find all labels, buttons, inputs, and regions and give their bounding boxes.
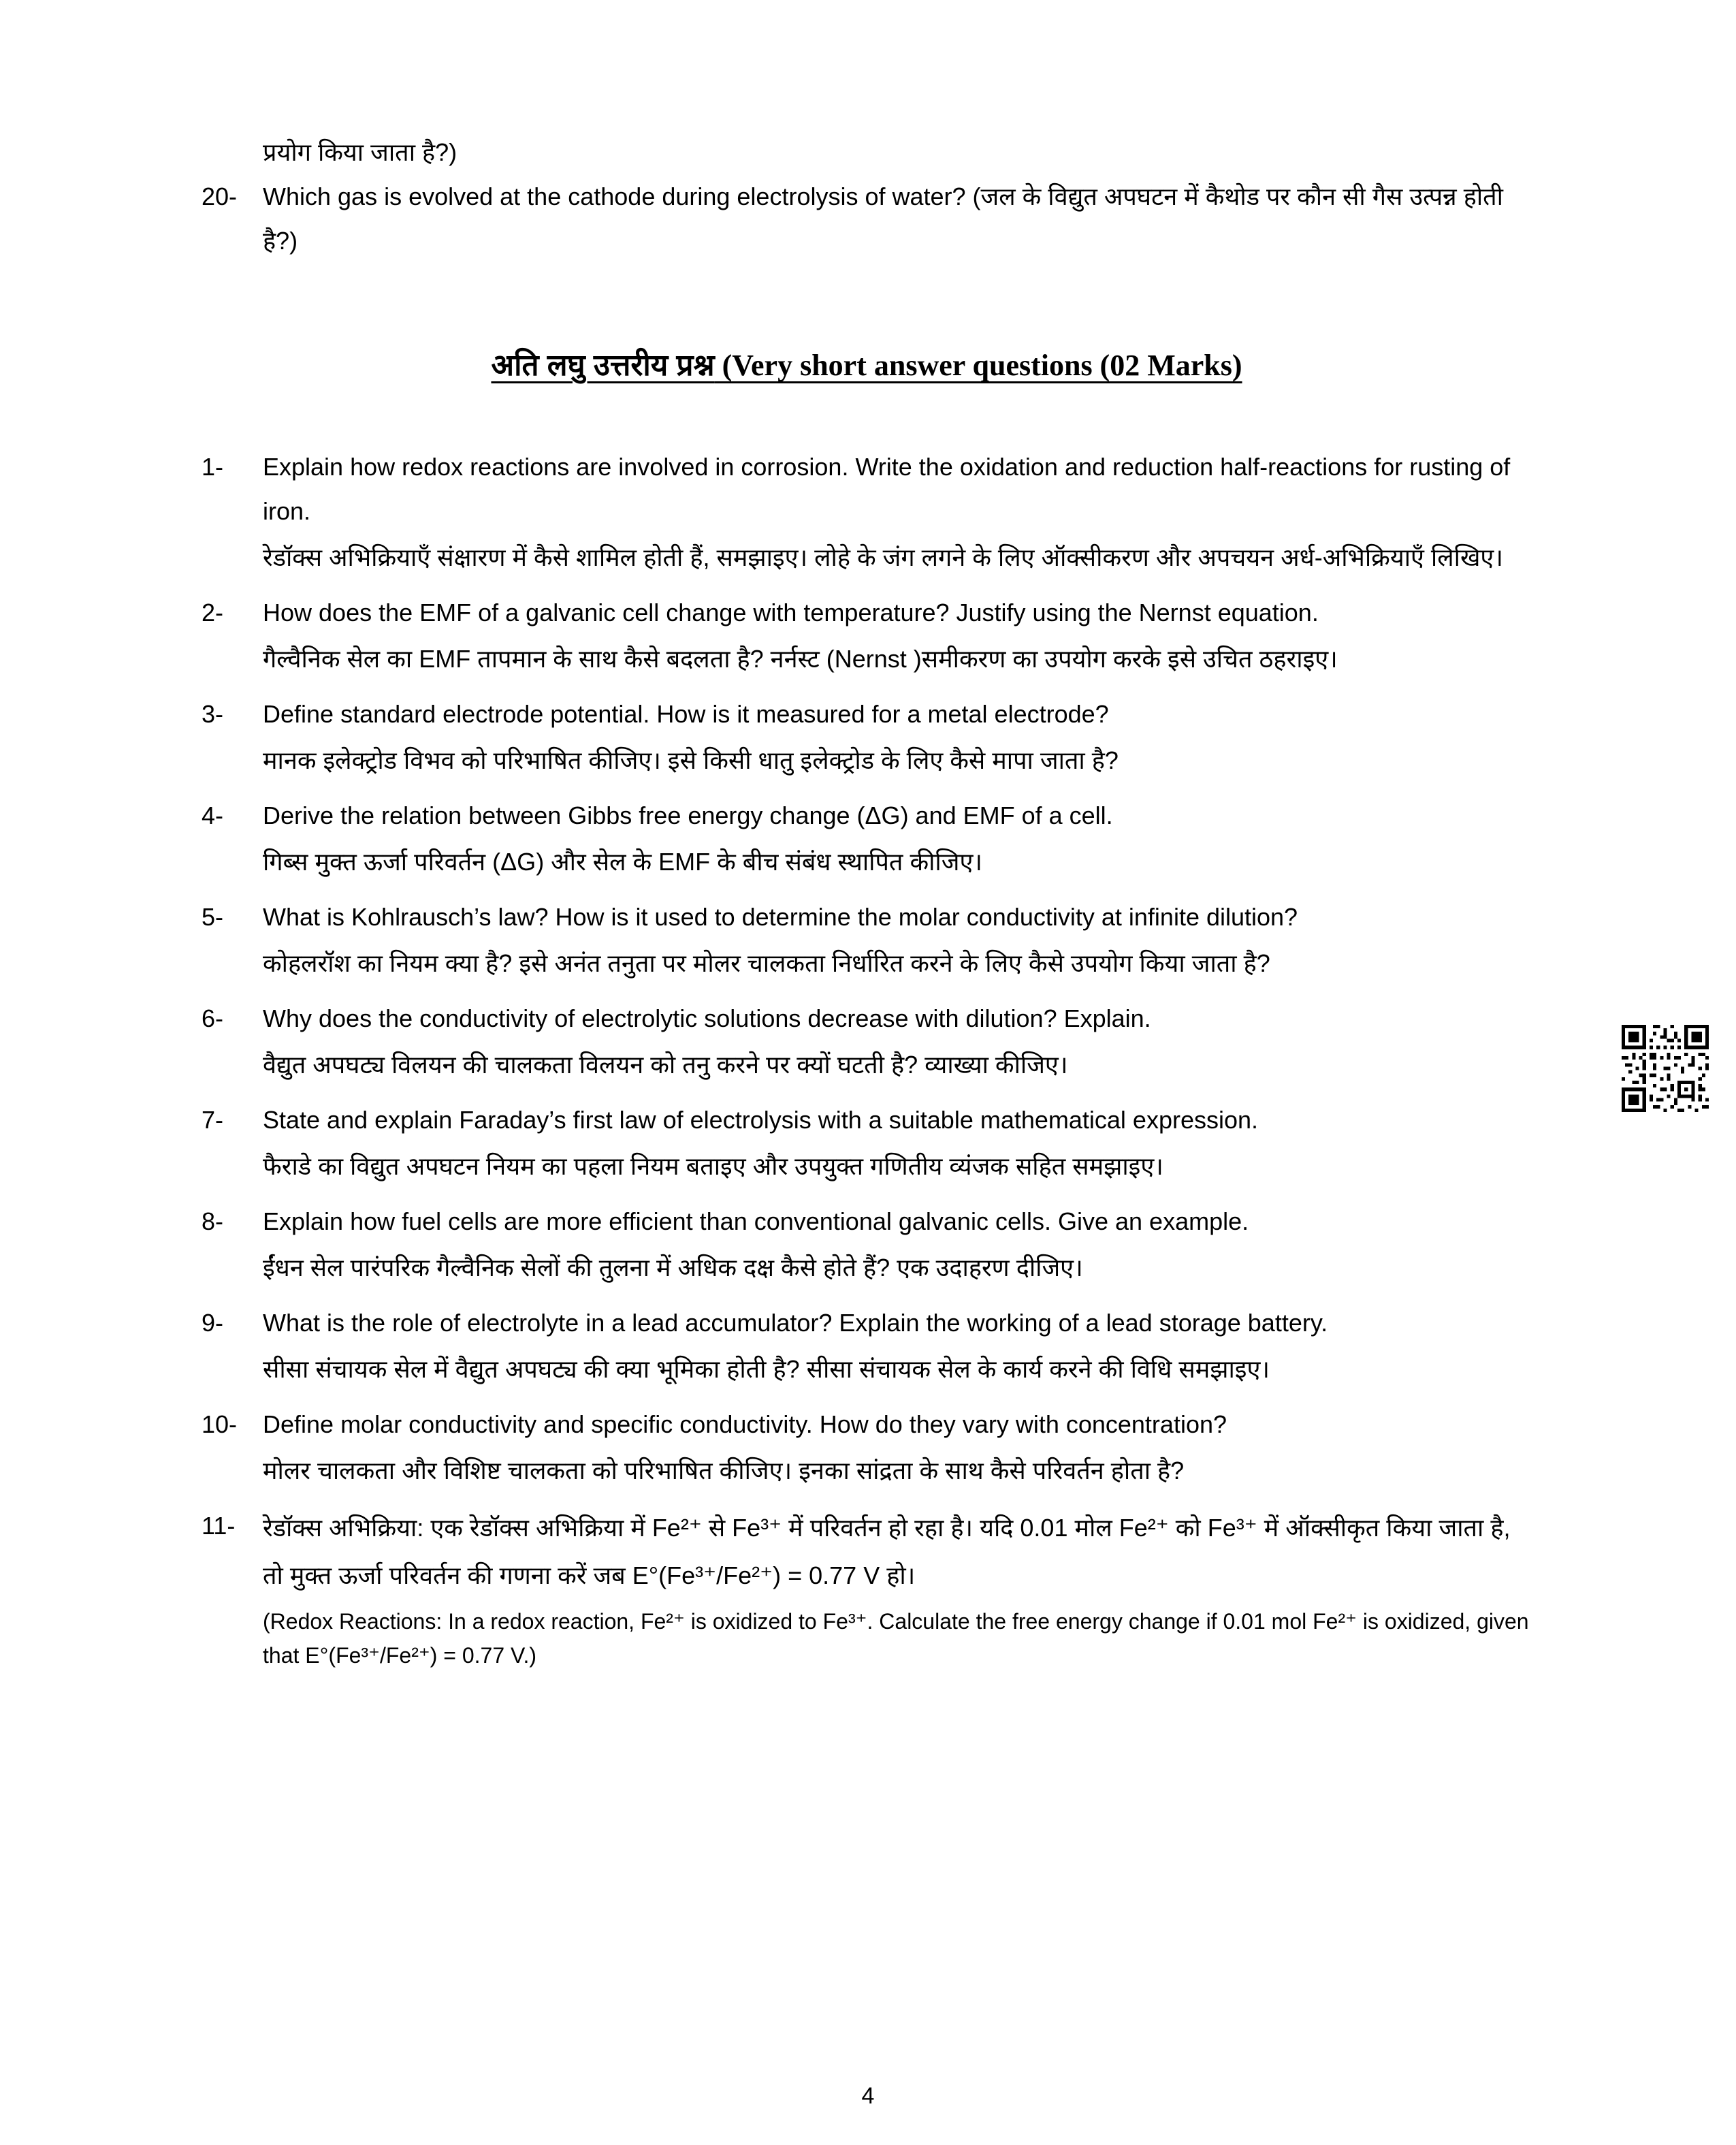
question-19-continuation: प्रयोग किया जाता है?) (263, 138, 457, 166)
question-text-english: State and explain Faraday’s first law of electrolysis with a suitable mathematical expression. (263, 1106, 1259, 1134)
question-number: 6- (202, 1004, 224, 1033)
section-heading (202, 343, 1532, 384)
question-text-english: (Redox Reactions: In a redox reaction, Fe²⁺ is oxidized to Fe³⁺. Calculate the free energy change if 0.01 mol Fe²⁺ is oxidized, given that E°(Fe³⁺/Fe²⁺) = 0.77 V.) (263, 1609, 1529, 1668)
question-number: 5- (202, 903, 224, 932)
question-text-hindi: सीसा संचायक सेल में वैद्युत अपघट्य की क्या भूमिका होती है? सीसा संचायक सेल के कार्य करने की विधि समझाइए। (263, 1354, 1270, 1383)
question-number: 4- (202, 801, 224, 830)
question-text-english: Why does the conductivity of electrolytic solutions decrease with dilution? Explain. (263, 1004, 1151, 1033)
question-text-hindi: कोहलरॉश का नियम क्या है? इसे अनंत तनुता पर मोलर चालकता निर्धारित करने के लिए कैसे उपयोग किया जाता है? (263, 949, 1270, 977)
question-text-english: What is Kohlrausch’s law? How is it used to determine the molar conductivity at infinite dilution? (263, 903, 1298, 932)
question-10 (202, 1403, 1532, 1495)
question-5 (202, 895, 1532, 987)
question-text-hindi: रेडॉक्स अभिक्रिया: एक रेडॉक्स अभिक्रिया में Fe²⁺ से Fe³⁺ में परिवर्तन हो रहा है। यदि 0.01 मोल Fe²⁺ को Fe³⁺ में ऑक्सीकृत किया जाता है, तो मुक्त ऊर्जा परिवर्तन की गणना करें जब E°(Fe³⁺/Fe²⁺) = 0.77 V हो। (263, 1514, 1511, 1590)
question-text-english: Define standard electrode potential. How is it measured for a metal electrode? (263, 700, 1109, 729)
question-8 (202, 1200, 1532, 1292)
question-text-hindi: वैद्युत अपघट्य विलयन की चालकता विलयन को तनु करने पर क्यों घटती है? व्याख्या कीजिए। (263, 1050, 1068, 1079)
question-4 (202, 794, 1532, 886)
question-number: 2- (202, 599, 224, 627)
section-heading-english: (Very short answer questions (02 Marks) (714, 349, 1242, 383)
question-text-hindi: फैराडे का विद्युत अपघटन नियम का पहला नियम बताइए और उपयुक्त गणितीय व्यंजक सहित समझाइए। (263, 1151, 1163, 1180)
question-text-hindi: मोलर चालकता और विशिष्ट चालकता को परिभाषित कीजिए। इनका सांद्रता के साथ कैसे परिवर्तन होता है? (263, 1456, 1185, 1484)
question-number: 9- (202, 1309, 224, 1337)
section-heading-text (491, 349, 1242, 382)
question-7 (202, 1098, 1532, 1190)
question-number: 10- (202, 1410, 238, 1439)
question-text-hindi: गिब्स मुक्त ऊर्जा परिवर्तन (ΔG) और सेल के EMF के बीच संबंध स्थापित कीजिए। (263, 847, 983, 876)
question-3 (202, 693, 1532, 784)
section-heading-hindi: अति लघु उत्तरीय प्रश्न (491, 349, 715, 383)
question-2 (202, 591, 1532, 683)
question-text-hindi: मानक इलेक्ट्रोड विभव को परिभाषित कीजिए। इसे किसी धातु इलेक्ट्रोड के लिए कैसे मापा जाता है? (263, 746, 1119, 774)
question-text: Which gas is evolved at the cathode during electrolysis of water? (जल के विद्युत अपघटन में कैथोड पर कौन सी गैस उत्पन्न होती है?) (263, 182, 1503, 255)
question-number: 3- (202, 700, 224, 729)
question-9 (202, 1301, 1532, 1393)
question-text-english: How does the EMF of a galvanic cell change with temperature? Justify using the Nernst equation. (263, 599, 1319, 627)
question-number: 8- (202, 1207, 224, 1236)
question-text-hindi: रेडॉक्स अभिक्रियाएँ संक्षारण में कैसे शामिल होती हैं, समझाइए। लोहे के जंग लगने के लिए ऑक्सीकरण और अपचयन अर्ध-अभिक्रियाएँ लिखिए। (263, 543, 1503, 571)
page-number: 4 (861, 2083, 875, 2109)
question-text-hindi: गैल्वैनिक सेल का EMF तापमान के साथ कैसे बदलता है? नर्नस्ट (Nernst )समीकरण का उपयोग करके इसे उचित ठहराइए। (263, 644, 1338, 673)
question-11 (202, 1504, 1532, 1673)
question-number: 11- (202, 1512, 236, 1540)
question-number: 20- (202, 182, 238, 210)
question-20 (202, 175, 1532, 264)
question-text-hindi: ईंधन सेल पारंपरिक गैल्वैनिक सेलों की तुलना में अधिक दक्ष कैसे होते हैं? एक उदाहरण दीजिए। (263, 1253, 1083, 1282)
question-text-english: Explain how redox reactions are involved in corrosion. Write the oxidation and reduction half-reactions for rusting of iron. (263, 453, 1511, 526)
qr-code (1622, 1025, 1709, 1112)
question-text-english: What is the role of electrolyte in a lead accumulator? Explain the working of a lead storage battery. (263, 1309, 1328, 1337)
question-text-english: Explain how fuel cells are more efficient than conventional galvanic cells. Give an example. (263, 1207, 1249, 1236)
question-6 (202, 997, 1532, 1089)
question-number: 1- (202, 453, 224, 481)
question-text-english: Define molar conductivity and specific conductivity. How do they vary with concentration? (263, 1410, 1227, 1439)
question-number: 7- (202, 1106, 224, 1134)
question-text-english: Derive the relation between Gibbs free energy change (ΔG) and EMF of a cell. (263, 801, 1113, 830)
question-1 (202, 445, 1532, 582)
